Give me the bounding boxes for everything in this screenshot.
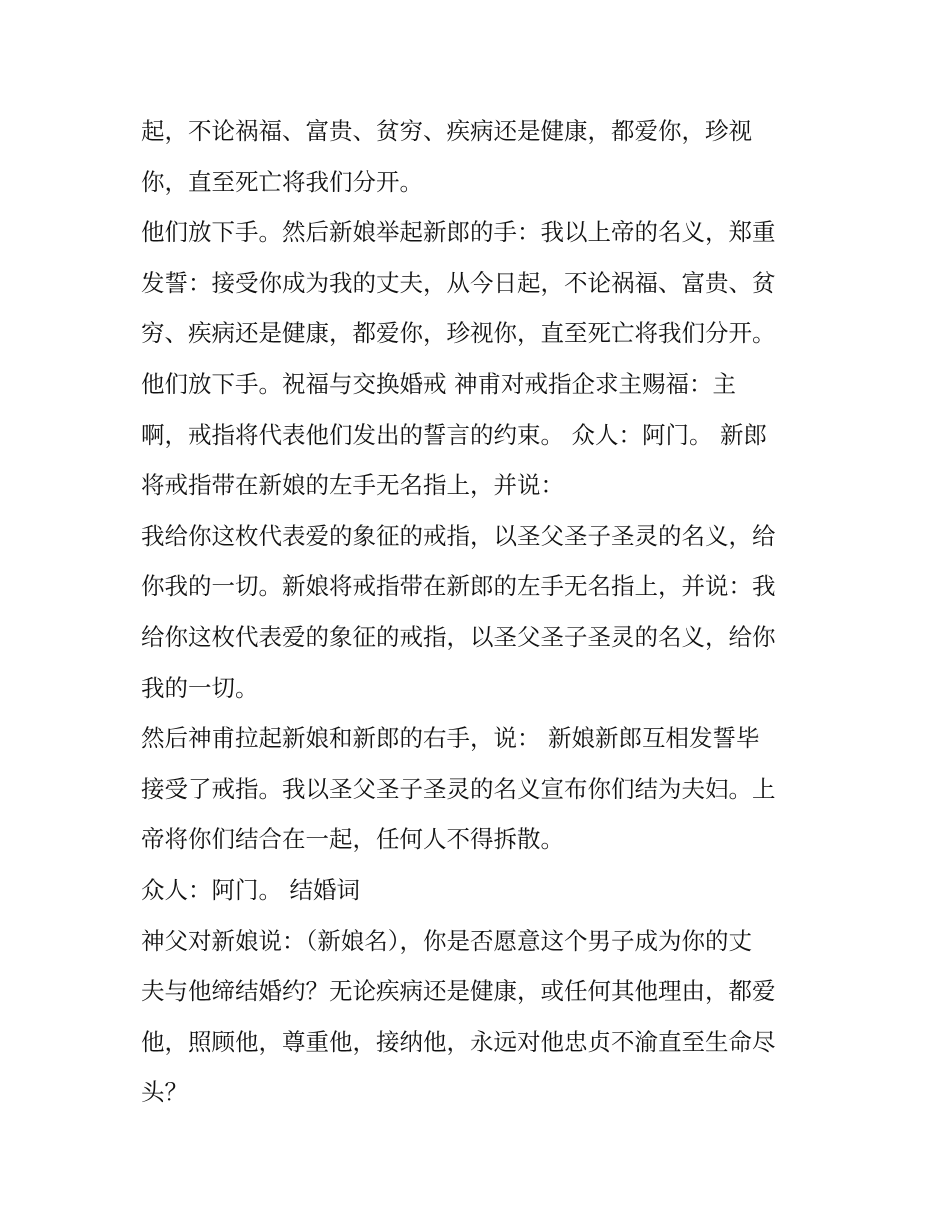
- text-line: 将戒指带在新娘的左手无名指上，并说：: [141, 471, 564, 500]
- text-line: 你我的一切。新娘将戒指带在新郎的左手无名指上，并说：我: [141, 572, 776, 601]
- text-line: 啊，戒指将代表他们发出的誓言的约束。 众人：阿门。 新郎: [141, 420, 767, 449]
- text-line: 他，照顾他，尊重他，接纳他，永远对他忠贞不渝直至生命尽: [141, 1027, 776, 1056]
- text-line: 我给你这枚代表爱的象征的戒指，以圣父圣子圣灵的名义，给: [141, 521, 776, 550]
- text-line: 他们放下手。祝福与交换婚戒 神甫对戒指企求主赐福：主: [141, 369, 736, 398]
- text-line: 帝将你们结合在一起，任何人不得拆散。: [141, 825, 564, 854]
- body-text: [141, 106, 821, 1118]
- text-line: 穷、疾病还是健康，都爱你，珍视你，直至死亡将我们分开。: [141, 319, 776, 348]
- text-line: 头？: [141, 1078, 188, 1107]
- text-line: 然后神甫拉起新娘和新郎的右手，说： 新娘新郎互相发誓毕: [141, 724, 760, 753]
- text-line: 起，不论祸福、富贵、贫穷、疾病还是健康，都爱你，珍视: [141, 117, 752, 145]
- text-line: 给你这枚代表爱的象征的戒指，以圣父圣子圣灵的名义，给你: [141, 622, 776, 651]
- text-line: 发誓：接受你成为我的丈夫，从今日起，不论祸福、富贵、贫: [141, 268, 776, 297]
- text-line: 你，直至死亡将我们分开。: [141, 167, 423, 196]
- text-line: 接受了戒指。我以圣父圣子圣灵的名义宣布你们结为夫妇。上: [141, 774, 776, 803]
- text-line: 众人：阿门。 结婚词: [141, 875, 360, 904]
- text-line: 他们放下手。然后新娘举起新郎的手：我以上帝的名义，郑重: [141, 218, 776, 247]
- text-line: 我的一切。: [141, 673, 259, 702]
- text-line: 神父对新娘说：（新娘名），你是否愿意这个男子成为你的丈: [141, 926, 752, 955]
- text-line: 夫与他缔结婚约？无论疾病还是健康，或任何其他理由，都爱: [141, 977, 776, 1006]
